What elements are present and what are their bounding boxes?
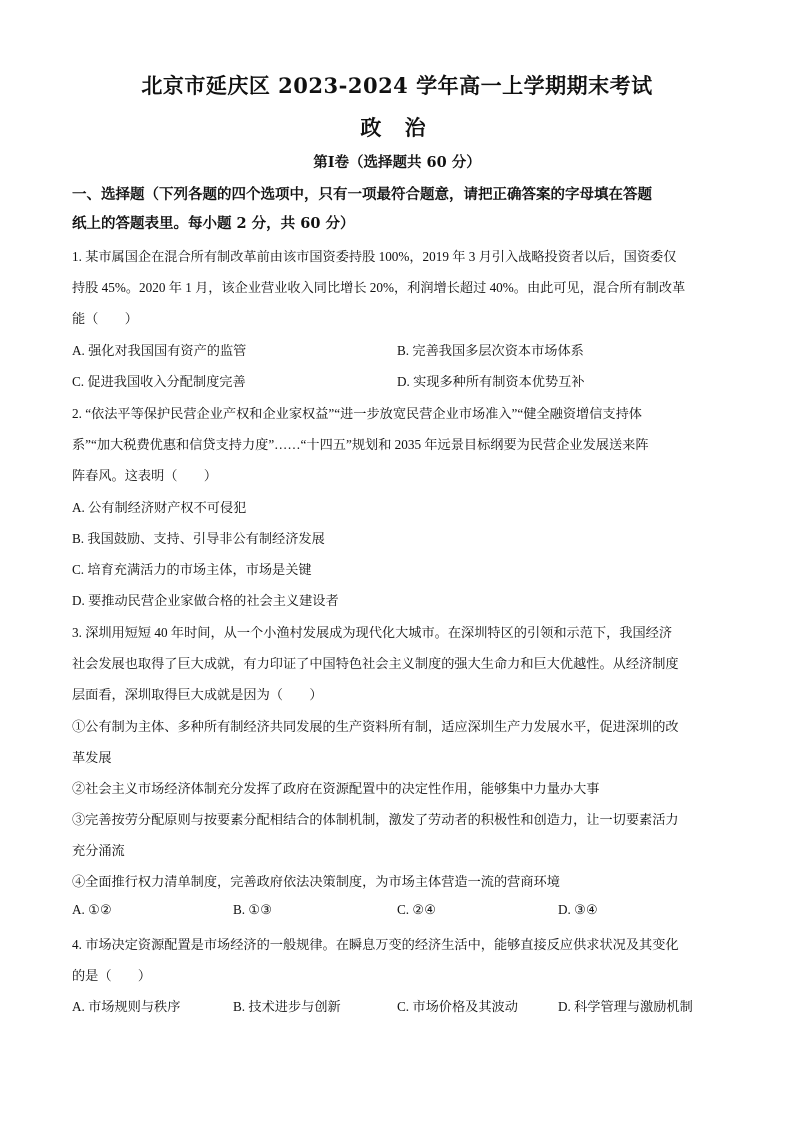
question-1-stem: 1. 某市属国企在混合所有制改革前由该市国资委持股 100%，2019 年 3 月引入战略投资者以后，国资委仅: [72, 249, 677, 264]
question-2-stem: 阵春风。这表明（ ）: [72, 468, 218, 483]
question-3-statement: ②社会主义市场经济体制充分发挥了政府在资源配置中的决定性作用，能够集中力量办大事: [72, 781, 600, 796]
question-1-option-d: D. 实现多种所有制资本优势互补: [397, 374, 585, 389]
question-1-stem: 能（ ）: [72, 311, 138, 326]
question-3-stem: 层面看，深圳取得巨大成就是因为（ ）: [72, 687, 323, 702]
question-3-option-b: B. ①③: [233, 902, 273, 917]
question-2-stem: 2. “依法平等保护民营企业产权和企业家权益”“进一步放宽民营企业市场准入”“健全融资增信支持体: [72, 406, 642, 421]
question-3-option-a: A. ①②: [72, 902, 112, 917]
question-2-stem: 系”“加大税费优惠和信贷支持力度”……“十四五”规划和 2035 年远景目标纲要为民营企业发展送来阵: [72, 437, 649, 452]
question-3-statement: ④全面推行权力清单制度，完善政府依法决策制度，为市场主体营造一流的营商环境: [72, 874, 560, 889]
question-3-statement: 革发展: [72, 750, 112, 765]
question-2-option-b: B. 我国鼓励、支持、引导非公有制经济发展: [72, 531, 325, 546]
question-3-option-c: C. ②④: [397, 902, 437, 917]
question-4-option-a: A. 市场规则与秩序: [72, 999, 181, 1014]
part-heading: 第Ⅰ卷（选择题共 60 分）: [313, 154, 481, 171]
question-3-statement: ①公有制为主体、多种所有制经济共同发展的生产资料所有制，适应深圳生产力发展水平，促进深圳的改: [72, 719, 679, 734]
question-3-statement: ③完善按劳分配原则与按要素分配相结合的体制机制，激发了劳动者的积极性和创造力，让一切要素活力: [72, 812, 679, 827]
question-4-stem: 的是（ ）: [72, 968, 152, 983]
question-3-stem: 社会发展也取得了巨大成就，有力印证了中国特色社会主义制度的强大生命力和巨大优越性。从经济制度: [72, 656, 679, 671]
question-1-option-a: A. 强化对我国国有资产的监管: [72, 343, 247, 358]
question-2-option-a: A. 公有制经济财产权不可侵犯: [72, 500, 247, 515]
question-4-option-d: D. 科学管理与激励机制: [558, 999, 693, 1014]
question-1-option-b: B. 完善我国多层次资本市场体系: [397, 343, 584, 358]
question-4-option-b: B. 技术进步与创新: [233, 999, 341, 1014]
question-1-stem: 持股 45%。2020 年 1 月，该企业营业收入同比增长 20%，利润增长超过 40%。由此可见，混合所有制改革: [72, 280, 686, 295]
question-3-option-d: D. ③④: [558, 902, 598, 917]
subject-title: 政 治: [360, 115, 434, 140]
question-4-option-c: C. 市场价格及其波动: [397, 999, 518, 1014]
exam-title: 北京市延庆区 2023-2024 学年高一上学期期末考试: [141, 73, 653, 98]
section-instruction-line: 一、选择题（下列各题的四个选项中，只有一项最符合题意，请把正确答案的字母填在答题: [72, 186, 652, 203]
question-2-option-d: D. 要推动民营企业家做合格的社会主义建设者: [72, 593, 339, 608]
question-3-stem: 3. 深圳用短短 40 年时间，从一个小渔村发展成为现代化大城市。在深圳特区的引领和示范下，我国经济: [72, 625, 673, 640]
section-instruction-line: 纸上的答题表里。每小题 2 分，共 60 分）: [72, 215, 355, 232]
question-4-stem: 4. 市场决定资源配置是市场经济的一般规律。在瞬息万变的经济生活中，能够直接反应供求状况及其变化: [72, 937, 679, 952]
question-3-statement: 充分涌流: [72, 843, 125, 858]
question-1-option-c: C. 促进我国收入分配制度完善: [72, 374, 246, 389]
question-2-option-c: C. 培育充满活力的市场主体，市场是关键: [72, 562, 312, 577]
